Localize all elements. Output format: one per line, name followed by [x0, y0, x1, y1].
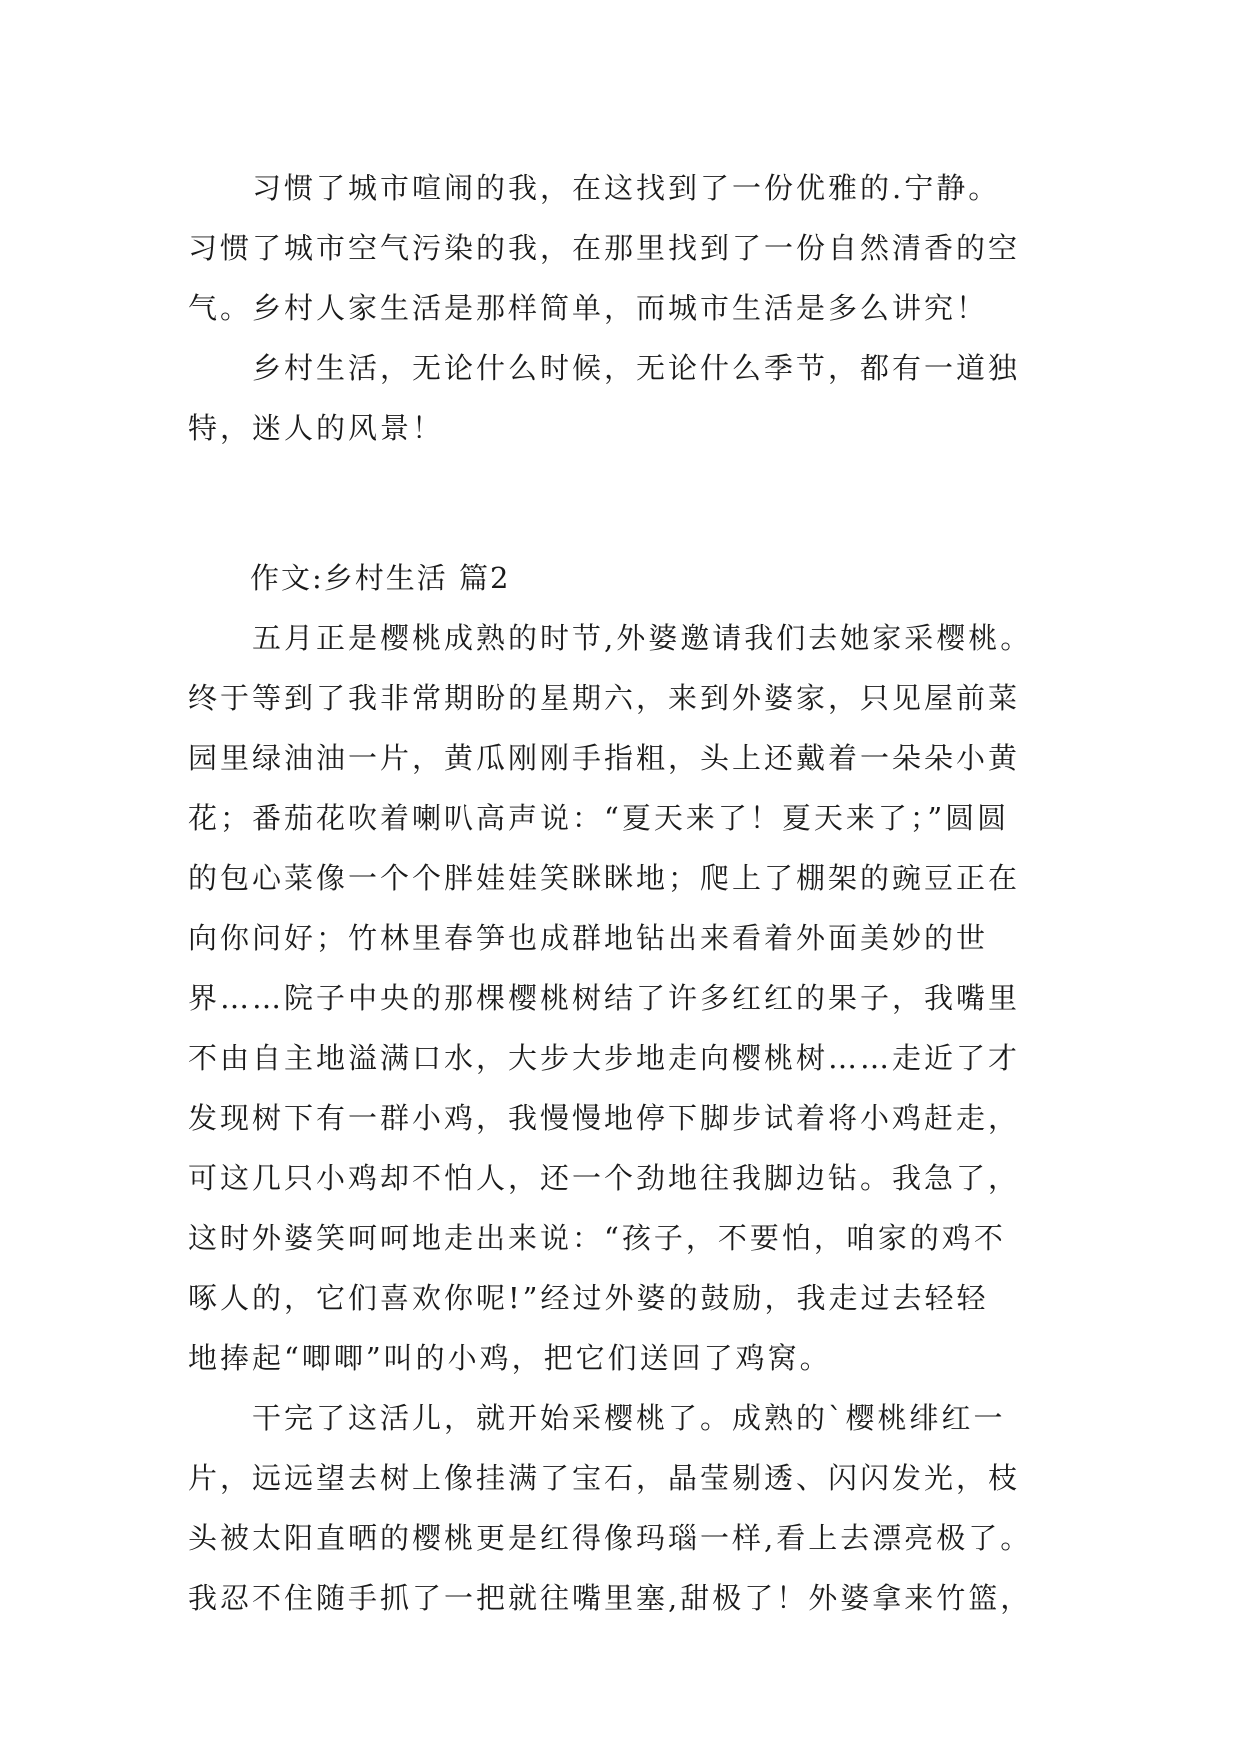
text-line: 向你问好；竹林里春笋也成群地钻出来看着外面美妙的世	[188, 921, 989, 955]
text-line: 五月正是樱桃成熟的时节,外婆邀请我们去她家采樱桃。	[188, 621, 1033, 655]
text-line: 头被太阳直晒的樱桃更是红得像玛瑙一样,看上去漂亮极了。	[188, 1521, 1033, 1555]
text-line: 地捧起“唧唧”叫的小鸡，把它们送回了鸡窝。	[188, 1341, 832, 1375]
text-line: 的包心菜像一个个胖娃娃笑眯眯地；爬上了棚架的豌豆正在	[188, 861, 1021, 895]
text-line: 啄人的，它们喜欢你呢!”经过外婆的鼓励，我走过去轻轻	[188, 1281, 989, 1315]
text-line: 发现树下有一群小鸡，我慢慢地停下脚步试着将小鸡赶走，	[188, 1101, 1021, 1135]
text-line: 不由自主地溢满口水，大步大步地走向樱桃树……走近了才	[188, 1041, 1021, 1075]
text-line: 干完了这活儿，就开始采樱桃了。成熟的`樱桃绯红一	[188, 1401, 1006, 1435]
document-page	[188, 158, 1068, 1628]
paragraph-4	[188, 1388, 1068, 1628]
text-line: 气。乡村人家生活是那样简单，而城市生活是多么讲究！	[188, 291, 989, 325]
text-line: 习惯了城市空气污染的我，在那里找到了一份自然清香的空	[188, 231, 1021, 265]
essay-heading	[188, 548, 1068, 608]
text-line: 园里绿油油一片，黄瓜刚刚手指粗，头上还戴着一朵朵小黄	[188, 741, 1021, 775]
text-line: 界……院子中央的那棵樱桃树结了许多红红的果子，我嘴里	[188, 981, 1021, 1015]
paragraph-2	[188, 338, 1068, 458]
text-line: 这时外婆笑呵呵地走出来说：“孩子，不要怕，咱家的鸡不	[188, 1221, 1006, 1255]
text-line: 终于等到了我非常期盼的星期六，来到外婆家，只见屋前菜	[188, 681, 1021, 715]
section-spacer	[188, 458, 1068, 548]
text-line: 片，远远望去树上像挂满了宝石，晶莹剔透、闪闪发光，枝	[188, 1461, 1021, 1495]
heading-text: 作文:乡村生活 篇2	[188, 561, 511, 595]
text-line: 可这几只小鸡却不怕人，还一个劲地往我脚边钻。我急了，	[188, 1161, 1021, 1195]
text-line: 乡村生活，无论什么时候，无论什么季节，都有一道独	[188, 351, 1021, 385]
paragraph-3	[188, 608, 1068, 1388]
text-line: 习惯了城市喧闹的我，在这找到了一份优雅的.宁静。	[188, 171, 1001, 205]
paragraph-1	[188, 158, 1068, 338]
text-line: 我忍不住随手抓了一把就往嘴里塞,甜极了！外婆拿来竹篮，	[188, 1581, 1033, 1615]
text-line: 特，迷人的风景！	[188, 411, 445, 445]
text-line: 花；番茄花吹着喇叭高声说：“夏天来了！夏天来了；”圆圆	[188, 801, 1010, 835]
